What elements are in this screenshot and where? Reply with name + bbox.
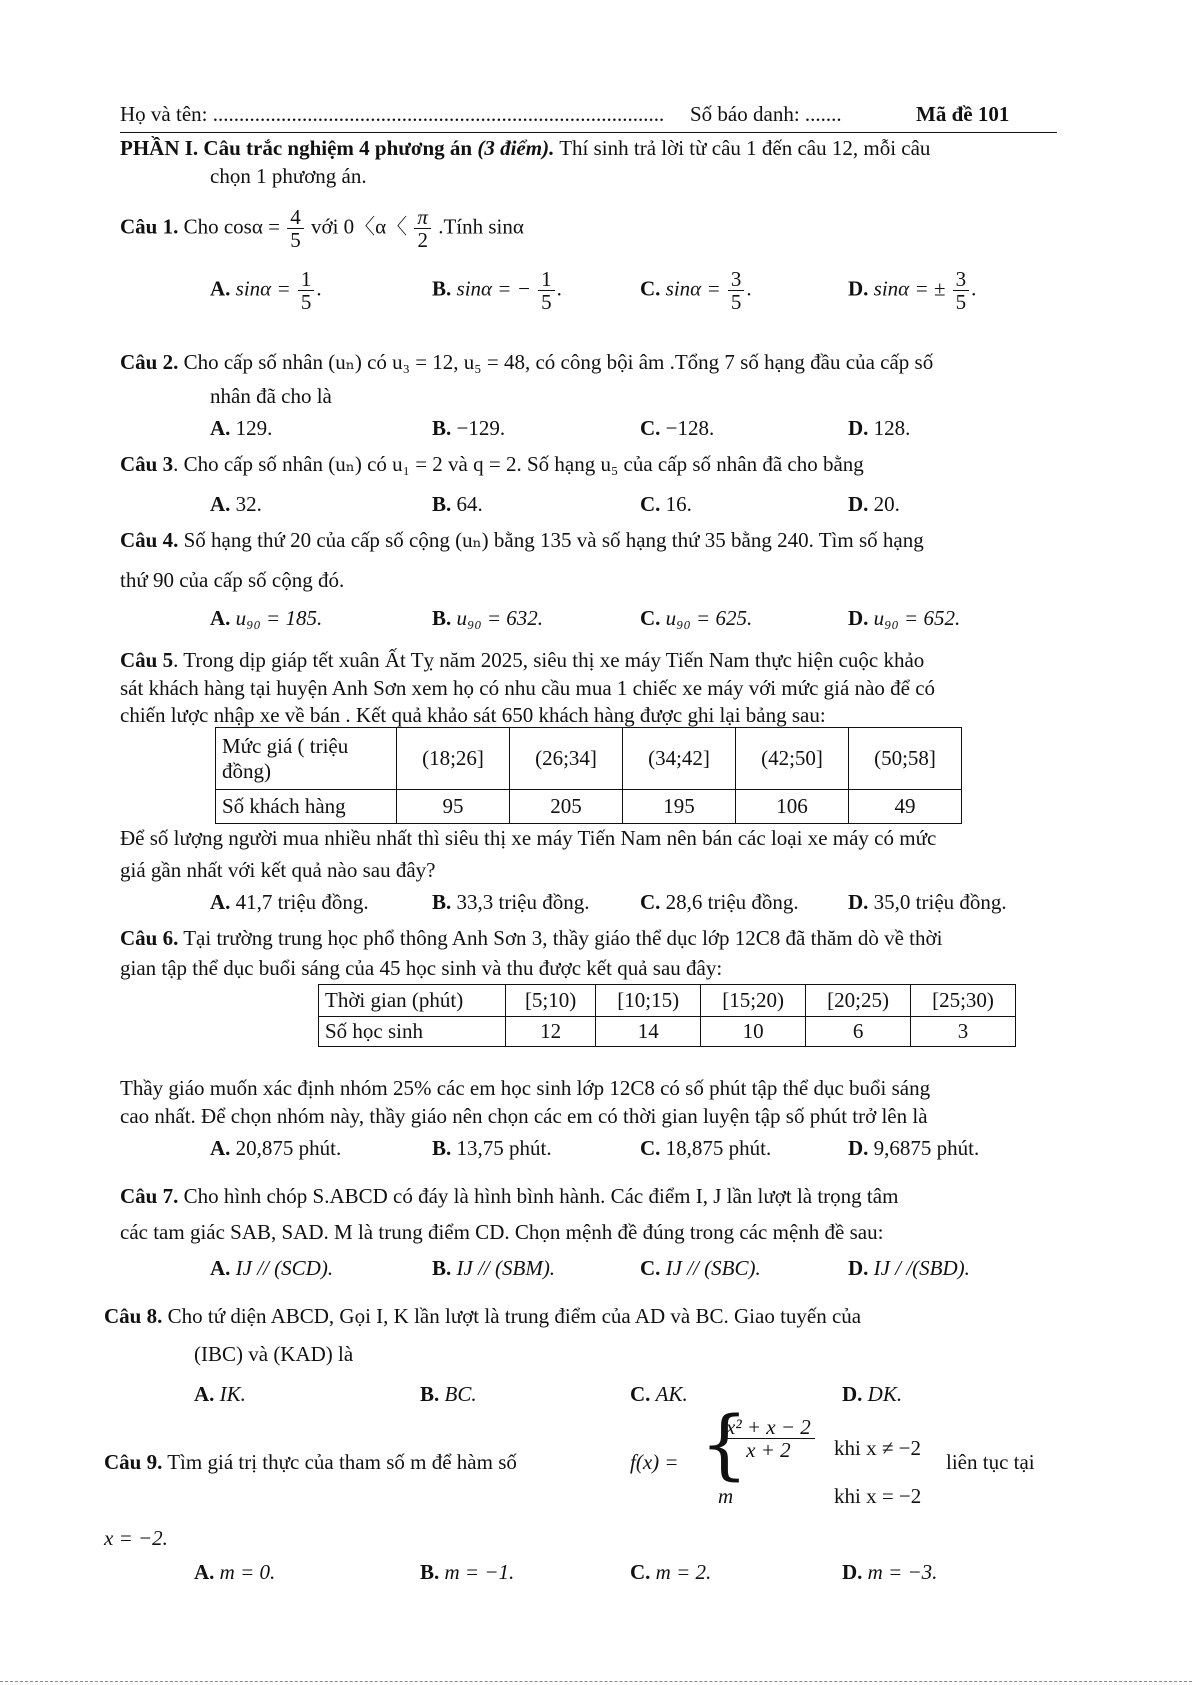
q4-option-a[interactable]: A. u₉₀ = 185. [210,606,323,630]
q6-text-1: Tại trường trung học phổ thông Anh Sơn 3, thầy giáo thể dục lớp 12C8 đã thăm dò về thời [183,926,943,950]
q6-count-3: 10 [701,1017,806,1047]
q6-option-a[interactable]: A. 20,875 phút. [210,1136,342,1160]
q4-option-d[interactable]: D. u₉₀ = 652. [848,606,961,630]
exam-code: Mã đề 101 [916,102,1010,126]
header-rule [120,132,1057,133]
q9-text-3: x = −2. [104,1526,168,1550]
q5-option-b[interactable]: B. 33,3 triệu đồng. [432,890,590,914]
q9-option-c[interactable]: C. m = 2. [630,1560,712,1584]
part1-instruction-cont: chọn 1 phương án. [210,164,367,188]
part1-title: PHẦN I. Câu trắc nghiệm 4 phương án [120,136,473,160]
part1-instruction: Thí sinh trả lời từ câu 1 đến câu 12, mỗi câu [554,136,931,160]
q8-option-c[interactable]: C. AK. [630,1382,688,1406]
q2-label: Câu 2. [120,350,179,374]
q1-fraction-pi: $\frac{\pi}{2}$ [414,206,431,251]
q5-count-2: 205 [510,790,623,824]
q5-option-d[interactable]: D. 35,0 triệu đồng. [848,890,1007,914]
q1-option-b[interactable]: B. sinα = − $\frac{1}{5}$ . [432,267,562,315]
q4-text-cont: thứ 90 của cấp số cộng đó. [120,568,345,592]
q5-count-4: 106 [736,790,849,824]
q6-interval-4: [20;25) [806,985,911,1017]
q9-condition-2: khi x = −2 [834,1484,922,1508]
q8-label: Câu 8. [104,1304,163,1328]
q9-option-b[interactable]: B. m = −1. [420,1560,515,1584]
q6-count-4: 6 [806,1017,911,1047]
q1-fraction-cos: $\frac{4}{5}$ [287,206,304,251]
q7-text-1: Cho hình chóp S.ABCD có đáy là hình bình hành. Các điểm I, J lần lượt là trọng tâm [183,1184,899,1208]
q6-count-1: 12 [506,1017,596,1047]
q6-count-5: 3 [911,1017,1016,1047]
q3-option-d[interactable]: D. 20. [848,492,900,516]
q1-text-a: Cho cosα = [183,214,280,239]
q6-option-b[interactable]: B. 13,75 phút. [432,1136,552,1160]
q9-parameter-m: m [718,1484,734,1508]
q4-text: Số hạng thứ 20 của cấp số cộng (uₙ) bằng 135 và số hạng thứ 35 bằng 240. Tìm số hạng [183,528,924,552]
q6-interval-5: [25;30) [911,985,1016,1017]
q6-text-2: gian tập thể dục buổi sáng của 45 học sinh và thu được kết quả sau đây: [120,956,723,980]
q9-option-a[interactable]: A. m = 0. [194,1560,276,1584]
q5-label: Câu 5 [120,648,174,672]
q3-text: . Cho cấp số nhân (uₙ) có u₁ = 2 và q = 2. Số hạng u₅ của cấp số nhân đã cho bằng [173,452,864,476]
question-8 [104,1304,861,1329]
q6-table-header-time: Thời gian (phút) [319,985,506,1017]
question-1 [120,206,524,251]
q6-option-c[interactable]: C. 18,875 phút. [640,1136,772,1160]
q6-count-2: 14 [596,1017,701,1047]
q5-text-2: sát khách hàng tại huyện Anh Sơn xem họ có nhu cầu mua 1 chiếc xe máy với mức giá nào để có [120,676,936,700]
q1-text-c: .Tính sinα [438,214,524,239]
q8-option-a[interactable]: A. IK. [194,1382,246,1406]
q3-option-a[interactable]: A. 32. [210,492,262,516]
q6-table-header-students: Số học sinh [319,1017,506,1047]
q4-label: Câu 4. [120,528,179,552]
question-6 [120,926,942,951]
q7-option-d[interactable]: D. IJ / /(SBD). [848,1256,970,1280]
q5-option-c[interactable]: C. 28,6 triệu đồng. [640,890,799,914]
q5-count-5: 49 [849,790,962,824]
q5-interval-1: (18;26] [397,728,510,790]
q1-label: Câu 1. [120,214,179,239]
q5-table-header-price: Mức giá ( triệu đồng) [216,728,397,790]
q8-option-b[interactable]: B. BC. [420,1382,477,1406]
q7-text-2: các tam giác SAB, SAD. M là trung điểm CD. Chọn mệnh đề đúng trong các mệnh đề sau: [120,1220,884,1244]
q5-text-5: giá gần nhất với kết quả nào sau đây? [120,858,436,882]
q6-text-3: Thầy giáo muốn xác định nhóm 25% các em học sinh lớp 12C8 có số phút tập thể dục buổi sáng [120,1076,931,1100]
q9-function-name: f(x) = [630,1450,679,1474]
q6-interval-2: [10;15) [596,985,701,1017]
q2-option-b[interactable]: B. −129. [432,416,506,440]
q3-option-b[interactable]: B. 64. [432,492,483,516]
q5-option-a[interactable]: A. 41,7 triệu đồng. [210,890,369,914]
q2-option-a[interactable]: A. 129. [210,416,273,440]
q8-text-2: (IBC) và (KAD) là [194,1342,354,1366]
q9-condition-1: khi x ≠ −2 [834,1436,921,1460]
q1-text-b: với 0〈α〈 [310,214,408,239]
q5-text-1: . Trong dịp giáp tết xuân Ất Tỵ năm 2025, siêu thị xe máy Tiến Nam thực hiện cuộc khảo [173,648,925,672]
q1-option-c[interactable]: C. sinα = $\frac{3}{5}$ . [640,267,752,315]
q5-text-4: Để số lượng người mua nhiều nhất thì siêu thị xe máy Tiến Nam nên bán các loại xe máy có mức [120,826,937,850]
q9-option-d[interactable]: D. m = −3. [842,1560,938,1584]
q9-text-2: liên tục tại [946,1450,1035,1474]
q7-option-b[interactable]: B. IJ // (SBM). [432,1256,556,1280]
q4-option-b[interactable]: B. u₉₀ = 632. [432,606,544,630]
name-field-label: Họ và tên: ...................................................................................... [120,102,665,126]
q2-option-c[interactable]: C. −128. [640,416,715,440]
q2-text: Cho cấp số nhân (uₙ) có u₃ = 12, u₅ = 48, có công bội âm .Tổng 7 số hạng đầu của cấp số [183,350,934,374]
q9-label: Câu 9. [104,1450,163,1474]
question-4 [120,528,924,553]
q7-label: Câu 7. [120,1184,179,1208]
q2-option-d[interactable]: D. 128. [848,416,911,440]
q9-fraction: $\frac{\text{x² + x − 2}}{x + 2}$ [720,1416,817,1461]
q5-table-header-customers: Số khách hàng [216,790,397,824]
q3-label: Câu 3 [120,452,174,476]
q6-option-d[interactable]: D. 9,6875 phút. [848,1136,980,1160]
q5-interval-4: (42;50] [736,728,849,790]
q3-option-c[interactable]: C. 16. [640,492,692,516]
q5-price-table [215,727,962,824]
q5-interval-2: (26;34] [510,728,623,790]
q8-option-d[interactable]: D. DK. [842,1382,903,1406]
part1-points: (3 điểm). [477,136,555,160]
page-bottom-rule [0,1681,1192,1682]
question-9 [104,1450,517,1475]
q4-option-c[interactable]: C. u₉₀ = 625. [640,606,753,630]
q6-time-table [318,984,1016,1047]
q9-text-1: Tìm giá trị thực của tham số m để hàm số [167,1450,517,1474]
q6-text-4: cao nhất. Để chọn nhóm này, thầy giáo nên chọn các em có thời gian luyện tập số phút trở lên là [120,1104,928,1128]
q5-interval-5: (50;58] [849,728,962,790]
question-5 [120,648,924,673]
q9-piecewise-brace: { [700,1399,749,1488]
q1-option-d[interactable]: D. sinα = ± $\frac{3}{5}$ . [848,267,977,315]
question-2 [120,350,933,375]
q7-option-c[interactable]: C. IJ // (SBC). [640,1256,761,1280]
q5-count-1: 95 [397,790,510,824]
candidate-number-label: Số báo danh: ....... [690,102,842,126]
part1-heading [120,136,930,161]
q5-text-3: chiến lược nhập xe về bán . Kết quả khảo sát 650 khách hàng được ghi lại bảng sau: [120,703,826,727]
q5-count-3: 195 [623,790,736,824]
q6-interval-3: [15;20) [701,985,806,1017]
q1-option-a[interactable]: A. sinα = $\frac{1}{5}$ . [210,267,322,315]
question-3 [120,452,864,477]
q6-label: Câu 6. [120,926,179,950]
q6-interval-1: [5;10) [506,985,596,1017]
question-7 [120,1184,898,1209]
q5-interval-3: (34;42] [623,728,736,790]
q8-text-1: Cho tứ diện ABCD, Gọi I, K lần lượt là trung điểm của AD và BC. Giao tuyến của [167,1304,862,1328]
q2-text-cont: nhân đã cho là [210,384,332,408]
q7-option-a[interactable]: A. IJ // (SCD). [210,1256,334,1280]
